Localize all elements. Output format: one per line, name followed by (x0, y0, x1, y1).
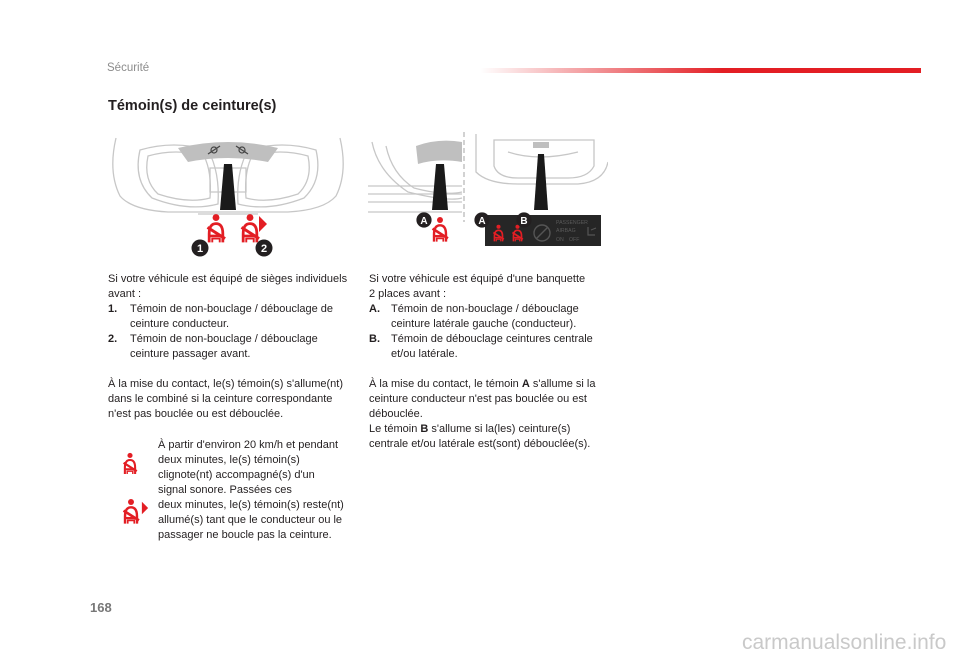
play-triangle-icon (258, 215, 268, 233)
blinking-warning-note: À partir d'environ 20 km/h et pendant deux minutes, le(s) témoin(s) clignote(nt) accompagné(s) d'un signal sonore. Passées ces deux minutes, le(s) témoin(s) reste(nt) allumé(s) tant que le conducteur ou le passager ne boucle pas la ceinture. (158, 439, 344, 541)
bench-cluster-illustration (368, 132, 608, 222)
callout-b-badge (516, 212, 532, 228)
list-item: 2. Témoin de non-bouclage / débouclage ceinture passager avant. (108, 333, 318, 360)
callout-a-badge (416, 212, 432, 228)
left-column (108, 272, 356, 362)
section-title: Sécurité (107, 62, 150, 74)
play-triangle-icon (141, 501, 149, 515)
svg-text:PASSENGER: PASSENGER (556, 220, 588, 226)
header-accent-bar (480, 68, 921, 73)
left-intro: Si votre véhicule est équipé de sièges individuels avant : (108, 273, 348, 300)
right-paragraphs (369, 377, 609, 452)
callout-a-badge (474, 212, 490, 228)
right-column: Si votre véhicule est équipé d'une banquette 2 places avant : A. Témoin de non-bouclage / débouclage ceinture latérale gauche (conducteur). B. Témoin de débouclage ceintures centrale et/ou latérale. (369, 272, 614, 362)
list-item: B. Témoin de débouclage ceintures centrale et/ou latérale. (369, 333, 593, 360)
list-item: A. Témoin de non-bouclage / débouclage ceinture latérale gauche (conducteur). (369, 303, 579, 330)
svg-text:A: A (478, 216, 486, 227)
svg-text:ON: ON (556, 237, 564, 243)
seatbelt-warning-icon (118, 449, 142, 479)
callout-1-badge (191, 239, 209, 257)
right-paragraph-a: À la mise du contact, le témoin A s'allume si la ceinture conducteur n'est pas bouclée ou est débouclée. (369, 378, 596, 420)
svg-text:2: 2 (260, 243, 268, 255)
svg-text:OFF: OFF (569, 237, 580, 243)
page-title: Témoin(s) de ceinture(s) (108, 98, 277, 114)
right-paragraph-b: Le témoin B s'allume si la(les) ceinture(s) centrale et/ou latérale est(sont) débouclée(s). (369, 423, 591, 450)
seatbelt-warning-icon (489, 224, 508, 243)
svg-text:A: A (420, 216, 428, 227)
left-paragraph: À la mise du contact, le(s) témoin(s) s'allume(nt) dans le combiné si la ceinture correspondante n'est pas bouclée ou est débouclée. (108, 378, 344, 420)
svg-text:1: 1 (196, 243, 204, 255)
watermark: carmanualsonline.info (742, 631, 947, 654)
airbag-seat-icon (585, 225, 599, 239)
callout-2-badge (255, 239, 273, 257)
list-item: 1. Témoin de non-bouclage / débouclage de ceinture conducteur. (108, 303, 334, 330)
svg-text:AIRBAG: AIRBAG (556, 228, 576, 234)
svg-text:B: B (520, 216, 528, 227)
page-number: 168 (90, 600, 112, 615)
airbag-off-icon (531, 222, 553, 244)
